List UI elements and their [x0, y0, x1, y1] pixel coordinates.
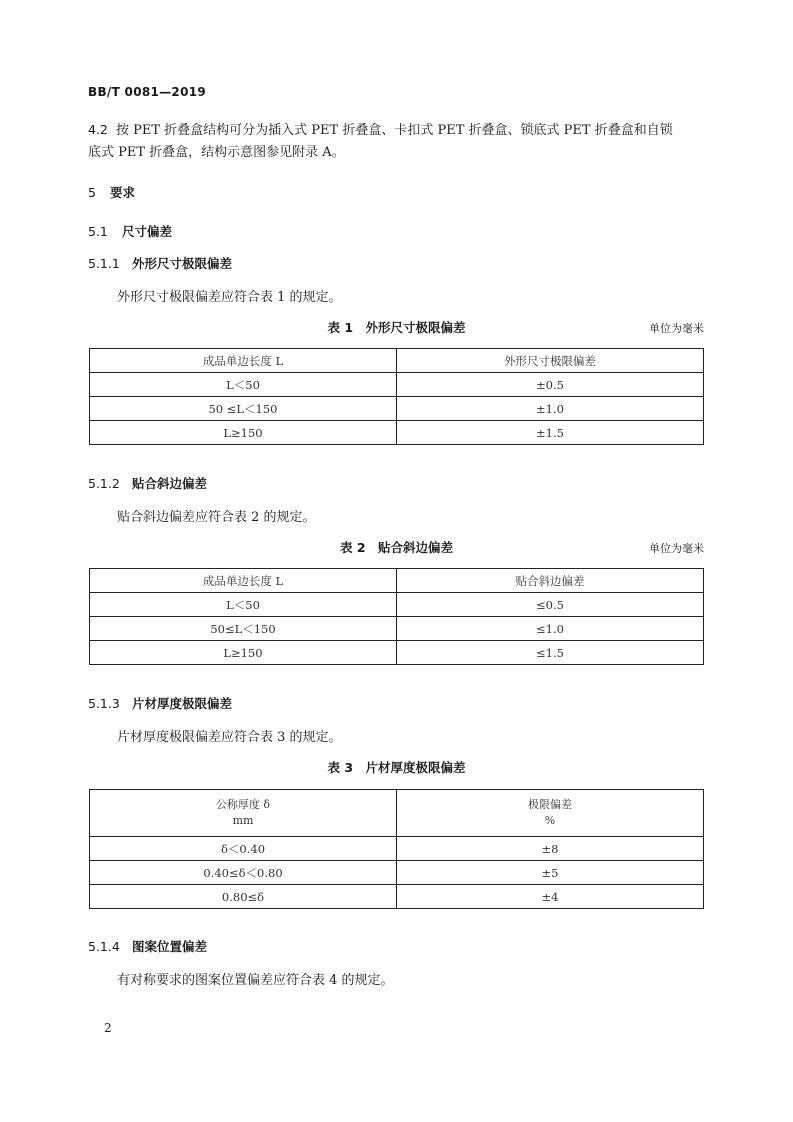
table-header-cell: 贴合斜边偏差 — [397, 569, 704, 593]
section-title: 外形尺寸极限偏差 — [132, 256, 233, 271]
table-cell: L＜50 — [90, 373, 397, 397]
clause-4-2 — [88, 119, 706, 164]
header-name: 公称厚度 δ — [215, 798, 271, 811]
table-row — [90, 837, 704, 861]
standard-code: BB/T 0081—2019 — [88, 85, 207, 99]
table-header-row — [90, 569, 704, 593]
table-row — [90, 861, 704, 885]
table-cell: L≥150 — [90, 641, 397, 665]
table-2-unit: 单位为毫米 — [649, 542, 704, 555]
table-1-unit: 单位为毫米 — [649, 322, 704, 335]
table-cell: δ＜0.40 — [90, 837, 397, 861]
table-1-title: 表 1 外形尺寸极限偏差 — [327, 320, 466, 335]
table-cell: 0.80≤δ — [90, 885, 397, 909]
header-unit: % — [544, 814, 556, 827]
page-number: 2 — [104, 1021, 112, 1035]
section-5-1-2-heading — [88, 474, 207, 492]
table-cell: ≤0.5 — [397, 593, 704, 617]
section-number: 5 — [88, 185, 96, 200]
table-header-cell — [90, 790, 397, 837]
table-3 — [89, 789, 704, 909]
section-number: 5.1.1 — [88, 256, 120, 271]
table-cell: ±1.0 — [397, 397, 704, 421]
table-cell: ≤1.5 — [397, 641, 704, 665]
header-unit: mm — [232, 814, 254, 827]
table-cell: 50 ≤L＜150 — [90, 397, 397, 421]
table-row — [90, 373, 704, 397]
table-header-row — [90, 790, 704, 837]
section-title: 要求 — [110, 185, 136, 200]
table-2 — [89, 568, 704, 665]
table-cell: ±8 — [397, 837, 704, 861]
table-cell: L≥150 — [90, 421, 397, 445]
section-title: 尺寸偏差 — [122, 224, 173, 239]
section-5-1-3-text: 片材厚度极限偏差应符合表 3 的规定。 — [117, 730, 342, 745]
table-3-title: 表 3 片材厚度极限偏差 — [327, 760, 466, 775]
section-5-1-4-heading — [88, 937, 207, 955]
table-header-row — [90, 349, 704, 373]
table-header-cell: 成品单边长度 L — [90, 349, 397, 373]
table-2-title: 表 2 贴合斜边偏差 — [339, 540, 454, 555]
section-5-1-2-text: 贴合斜边偏差应符合表 2 的规定。 — [117, 510, 316, 525]
section-5-1-3-heading — [88, 694, 232, 712]
section-5-1-1-text: 外形尺寸极限偏差应符合表 1 的规定。 — [117, 290, 342, 305]
section-5-1-1-heading — [88, 254, 232, 272]
clause-text-line1: 按 PET 折叠盒结构可分为插入式 PET 折叠盒、卡扣式 PET 折叠盒、锁底式 PET 折叠盒和自锁 — [116, 123, 673, 138]
table-cell: ≤1.0 — [397, 617, 704, 641]
clause-number: 4.2 — [88, 122, 108, 137]
section-title: 片材厚度极限偏差 — [132, 696, 233, 711]
table-row — [90, 641, 704, 665]
header-name: 极限偏差 — [528, 798, 572, 811]
section-number: 5.1.4 — [88, 939, 120, 954]
section-5-1-4-text: 有对称要求的图案位置偏差应符合表 4 的规定。 — [117, 973, 394, 988]
section-number: 5.1.2 — [88, 476, 120, 491]
table-1 — [89, 348, 704, 445]
table-header-cell: 成品单边长度 L — [90, 569, 397, 593]
table-cell: 50≤L＜150 — [90, 617, 397, 641]
table-cell: ±5 — [397, 861, 704, 885]
table-cell: ±0.5 — [397, 373, 704, 397]
section-title: 贴合斜边偏差 — [132, 476, 208, 491]
table-cell: 0.40≤δ＜0.80 — [90, 861, 397, 885]
section-5-1-heading — [88, 222, 172, 240]
table-header-cell: 外形尺寸极限偏差 — [397, 349, 704, 373]
table-cell: ±4 — [397, 885, 704, 909]
section-number: 5.1 — [88, 224, 108, 239]
section-5-heading — [88, 183, 135, 201]
section-title: 图案位置偏差 — [132, 939, 208, 954]
table-row — [90, 885, 704, 909]
table-header-cell — [397, 790, 704, 837]
table-cell: ±1.5 — [397, 421, 704, 445]
table-cell: L＜50 — [90, 593, 397, 617]
table-row — [90, 421, 704, 445]
table-row — [90, 397, 704, 421]
table-row — [90, 617, 704, 641]
clause-text-line2: 底式 PET 折叠盒，结构示意图参见附录 A。 — [88, 145, 345, 160]
table-row — [90, 593, 704, 617]
section-number: 5.1.3 — [88, 696, 120, 711]
